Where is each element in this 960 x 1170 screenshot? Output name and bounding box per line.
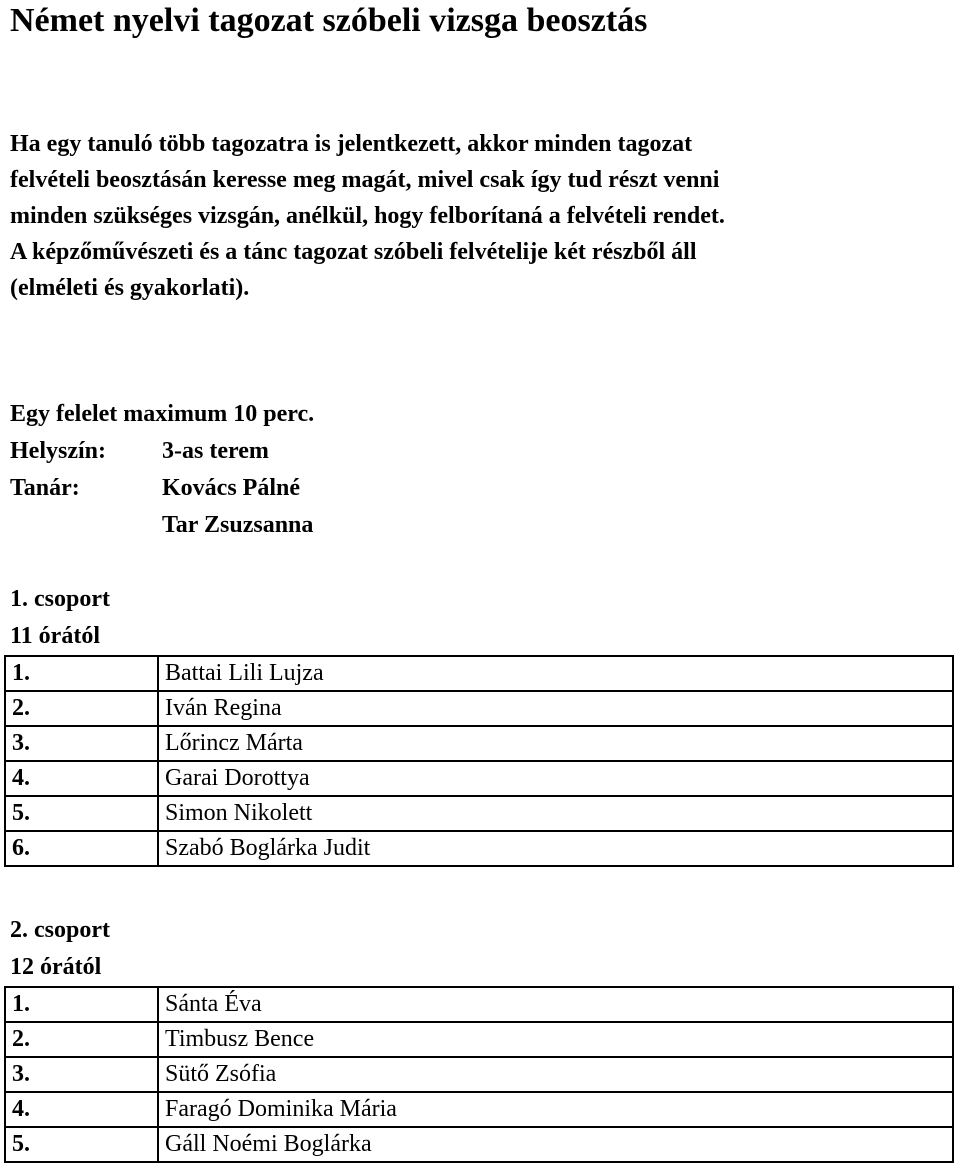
student-number: 4. xyxy=(5,1092,158,1127)
intro-paragraph xyxy=(10,126,955,306)
student-number: 1. xyxy=(5,656,158,691)
intro-line: Ha egy tanuló több tagozatra is jelentkezett, akkor minden tagozat xyxy=(10,131,693,157)
student-number: 2. xyxy=(5,691,158,726)
table-row xyxy=(5,656,953,691)
teacher-line xyxy=(10,507,955,544)
student-number: 2. xyxy=(5,1022,158,1057)
table-row xyxy=(5,1022,953,1057)
table-row xyxy=(5,691,953,726)
table-row xyxy=(5,796,953,831)
student-number: 6. xyxy=(5,831,158,866)
exam-info xyxy=(10,396,955,544)
student-name: Iván Regina xyxy=(158,691,953,726)
intro-line: felvételi beosztásán keresse meg magát, mivel csak így tud részt venni xyxy=(10,167,720,193)
teacher-name: Kovács Pálné xyxy=(162,475,300,501)
group-name: 2. csoport xyxy=(10,917,110,943)
student-table xyxy=(4,655,954,867)
teacher-line xyxy=(10,470,955,507)
intro-line: A képzőművészeti és a tánc tagozat szóbeli felvételije két részből áll xyxy=(10,239,697,265)
group-1 xyxy=(10,581,955,867)
student-name: Sánta Éva xyxy=(158,987,953,1022)
location-line xyxy=(10,433,955,470)
table-row xyxy=(5,761,953,796)
table-row xyxy=(5,1057,953,1092)
student-name: Garai Dorottya xyxy=(158,761,953,796)
group-name: 1. csoport xyxy=(10,586,110,612)
student-number: 5. xyxy=(5,796,158,831)
table-row xyxy=(5,1127,953,1162)
student-table xyxy=(4,986,954,1163)
student-number: 1. xyxy=(5,987,158,1022)
student-name: Sütő Zsófia xyxy=(158,1057,953,1092)
group-time: 11 órától xyxy=(10,623,100,649)
table-row xyxy=(5,1092,953,1127)
table-row xyxy=(5,831,953,866)
student-number: 3. xyxy=(5,726,158,761)
teacher-name: Tar Zsuzsanna xyxy=(162,512,314,538)
group-2 xyxy=(10,912,955,1163)
duration-text: Egy felelet maximum 10 perc. xyxy=(10,401,315,427)
student-number: 5. xyxy=(5,1127,158,1162)
student-name: Simon Nikolett xyxy=(158,796,953,831)
teacher-label: Tanár: xyxy=(10,475,80,501)
table-row xyxy=(5,726,953,761)
intro-line: (elméleti és gyakorlati). xyxy=(10,275,250,301)
table-row xyxy=(5,987,953,1022)
student-name: Faragó Dominika Mária xyxy=(158,1092,953,1127)
page-title: Német nyelvi tagozat szóbeli vizsga beosztás xyxy=(10,2,648,39)
student-number: 4. xyxy=(5,761,158,796)
location-label: Helyszín: xyxy=(10,438,106,464)
intro-line: minden szükséges vizsgán, anélkül, hogy felborítaná a felvételi rendet. xyxy=(10,203,725,229)
student-number: 3. xyxy=(5,1057,158,1092)
student-name: Gáll Noémi Boglárka xyxy=(158,1127,953,1162)
location-value: 3-as terem xyxy=(162,438,269,464)
group-time: 12 órától xyxy=(10,954,102,980)
student-name: Timbusz Bence xyxy=(158,1022,953,1057)
student-name: Lőrincz Márta xyxy=(158,726,953,761)
student-name: Szabó Boglárka Judit xyxy=(158,831,953,866)
duration-line xyxy=(10,396,955,433)
student-name: Battai Lili Lujza xyxy=(158,656,953,691)
